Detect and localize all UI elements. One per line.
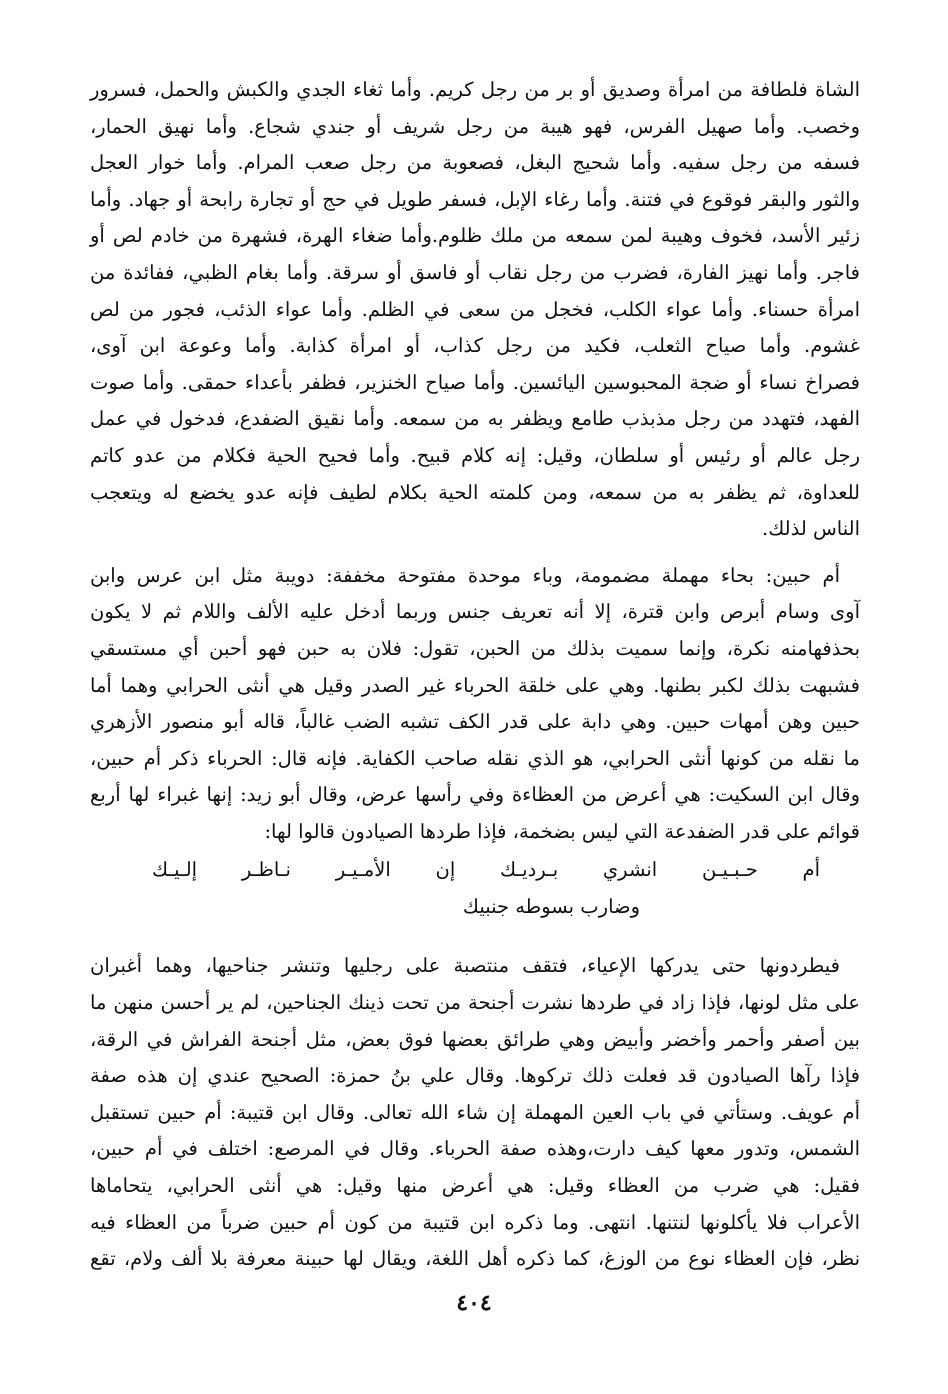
text-line: الشاة فلطافة من امرأة وصديق أو بر من رجل كريم. وأما ثغاء الجدي والكبش والحمل، فسرور [90, 78, 860, 101]
text-line: غشوم. وأما صياح الثعلب، فكيد من رجل كذاب، أو امرأة كذابة. وأما وعوعة ابن آوى، [90, 334, 860, 358]
verse-word: نـاظـر [241, 858, 291, 882]
text-line: حبين وهن أمهات حبين. وهي دابة على قدر الكف تشبه الضب غالباً، قاله أبو منصور الأزهري [90, 710, 860, 734]
verse-word: بـرديـك [500, 858, 559, 882]
text-line: فيطردونها حتى يدركها الإعياء، فتقف منتصبة على رجليها وتنشر جناحيها، وهما أغبران [90, 954, 840, 978]
verse-word: إلـيـك [152, 858, 198, 882]
text-line: الفهد، فتهدد من رجل مذبذب طامع ويظفر به من سمعه. وأما نقيق الضفدع، فدخول في عمل [90, 407, 860, 431]
paragraph-umm-hubayn [90, 558, 860, 851]
verse-word: الأمـيـر [335, 858, 391, 882]
text-line: وقال ابن السكيت: هي أعرض من العظاءة وفي رأسها عرض، وقال أبو زيد: إنها غبراء لها أربع [90, 783, 860, 807]
text-line: أم عويف. وستأتي في باب العين المهملة إن شاء الله تعالى. وقال ابن قتيبة: أم حبين تستقبل [90, 1100, 860, 1124]
text-line: فقيل: هي ضرب من العظاء وقيل: هي أعرض منها وقيل: هي أنثى الحرابي، يتحاماها [90, 1174, 860, 1198]
verse-word: أم [802, 858, 820, 882]
text-line: فاجر. وأما نهيز الفارة، فضرب من رجل نقاب أو فاسق أو سرقة. وأما بغام الظبي، ففائدة من [90, 260, 860, 284]
text-line: الأعراب فلا يأكلونها لنتنها. انتهى. وما ذكره ابن قتيبة من كون أم حبين ضرباً من العظاء فيه [90, 1210, 860, 1234]
paragraph-hunting-description [90, 948, 860, 1277]
page-content [90, 72, 860, 1278]
verse-word: حـبـيـن [701, 858, 758, 882]
text-line: امرأة حسناء. وأما عواء الكلب، فخجل من سعى في الظلم. وأما عواء الذئب، فجور من لص [90, 297, 860, 321]
verse-word: انشري [602, 858, 658, 882]
text-line: على مثل لونها، فإذا زاد في طردها نشرت أجنحة من تحت ذينك الجناحين، لم ير أحسن منهن ما [90, 991, 860, 1015]
text-line: فصراخ نساء أو ضجة المحبوسين اليائسين. وأما صياح الخنزير، فظفر بأعداء حمقى. وأما صوت [90, 370, 860, 394]
text-line: ما نقله من كونها أنثى الحرابي، هو الذي نقله صاحب الكفاية. فإنه قال: الحرباء ذكر أم حبين، [90, 746, 860, 770]
text-line: للعداوة، ثم يظفر به من سمعه، ومن كلمته الحية بكلام لطيف فإنه عدو يخضع له ويتعجب [90, 480, 860, 504]
text-line: أم حبين: بحاء مهملة مضمومة، وباء موحدة مفتوحة مخففة: دويبة مثل ابن عرس وابن [90, 563, 840, 587]
text-line: قوائم على قدر الضفدعة التي ليس بضخمة، فإذا طردها الصيادون قالوا لها: [264, 819, 860, 843]
text-line: زئير الأسد، فخوف وهيبة لمن سمعه من ملك ظلوم.وأما ضغاء الهرة، فشهرة من خادم لص أو [90, 224, 860, 248]
text-line: فشبهت بذلك لكبر بطنها. وهي على خلقة الحرباء غير الصدر وقيل هي أنثى الحرابي وهما أما [90, 673, 860, 697]
poem-verse-second-hemistich: وضارب بسوطه جنبيك [462, 895, 640, 919]
text-line: والثور والبقر فوقوع في فتنة. وأما رغاء الإبل، فسفر طويل في حج أو تجارة رابحة أو جهاد. وأما [90, 187, 860, 211]
text-line: آوى وسام أبرص وابن قترة، إلا أنه تعريف جنس وربما أدخل عليه الألف واللام ثم لا يكون [90, 600, 860, 624]
paragraph-animal-sounds [90, 72, 860, 548]
poem-verse-first-hemistich [152, 852, 820, 888]
text-line: رجل عالم أو رئيس أو سلطان، وقيل: إنه كلام قبيح. وأما فحيح الحية فكلام من عدو كاتم [90, 443, 860, 467]
text-line: الشمس، وتدور معها كيف دارت،وهذه صفة الحرباء. وقال في المرصع: اختلف في أم حبين، [90, 1137, 860, 1161]
text-line: الناس لذلك. [762, 517, 860, 541]
text-line: نظر، فإن العظاء نوع من الوزغ، كما ذكره أهل اللغة، ويقال لها حبينة معرفة بلا ألف ولام، تقع [90, 1247, 860, 1271]
text-line: بين أصفر وأحمر وأخضر وأبيض وهي طرائق بعضها فوق بعض، مثل أجنحة الفراش في الرقة، [90, 1027, 860, 1051]
text-line: فسفه من رجل سفيه. وأما شحيج البغل، فصعوبة من رجل صعب المرام. وأما خوار العجل [90, 151, 860, 175]
text-line: وخصب. وأما صهيل الفرس، فهو هيبة من رجل شريف أو جندي شجاع. وأما نهيق الحمار، [90, 114, 860, 138]
verse-word: إن [435, 858, 456, 882]
page-number: ٤٠٤ [456, 1290, 492, 1316]
text-line: بحذفهامنه نكرة، وإنما سميت بذلك من الحبن، تقول: فلان به حبن فهو أحبن أي مستسقي [90, 636, 860, 660]
text-line: فإذا رآها الصيادون قد فعلت ذلك تركوها. وقال علي بنُ حمزة: الصحيح عندي إن هذه صفة [90, 1064, 860, 1088]
